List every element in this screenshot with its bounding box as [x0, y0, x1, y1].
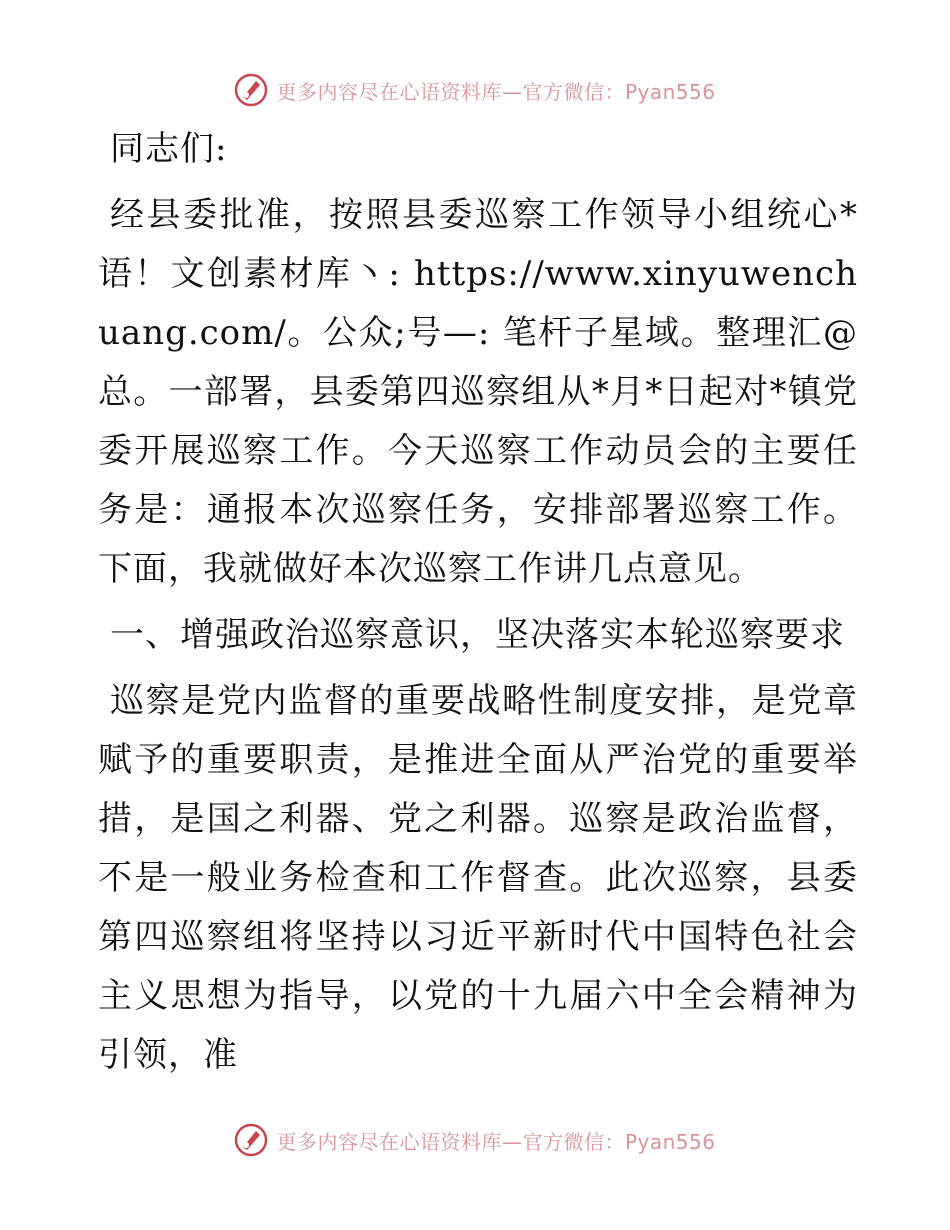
- pen-logo-icon: [234, 73, 268, 107]
- salutation: 同志们:: [110, 129, 228, 169]
- footer-banner-text: 更多内容尽在心语资料库—官方微信：Pyan556: [276, 1129, 716, 1154]
- header-banner: [0, 68, 950, 112]
- paragraph-intro: 经县委批准，按照县委巡察工作领导小组统心*语！文创素材库丶: https://www.xinyuwenchuang.com/。公众;号—: 笔杆子星域。整理汇@总。一部署，县委第四巡察组从*月*日起对*镇党委开展巡察工作。今天巡察工作动员会的主要任务是：通报本次巡察任务，安排部署巡察工作。下面，我就做好本次巡察工作讲几点意见。: [98, 195, 858, 589]
- paragraph-inspection: 巡察是党内监督的重要战略性制度安排，是党章赋予的重要职责，是推进全面从严治党的重要举措，是国之利器、党之利器。巡察是政治监督，不是一般业务检查和工作督查。此次巡察，县委第四巡察组将坚持以习近平新时代中国特色社会主义思想为指导，以党的十九届六中全会精神为引领，准: [98, 681, 858, 1075]
- section-heading: 一、增强政治巡察意识，坚决落实本轮巡察要求: [110, 615, 845, 655]
- pen-logo-icon: [234, 1123, 268, 1157]
- document-body: [98, 120, 858, 1092]
- footer-banner: [0, 1118, 950, 1162]
- header-banner-text: 更多内容尽在心语资料库—官方微信：Pyan556: [276, 79, 716, 104]
